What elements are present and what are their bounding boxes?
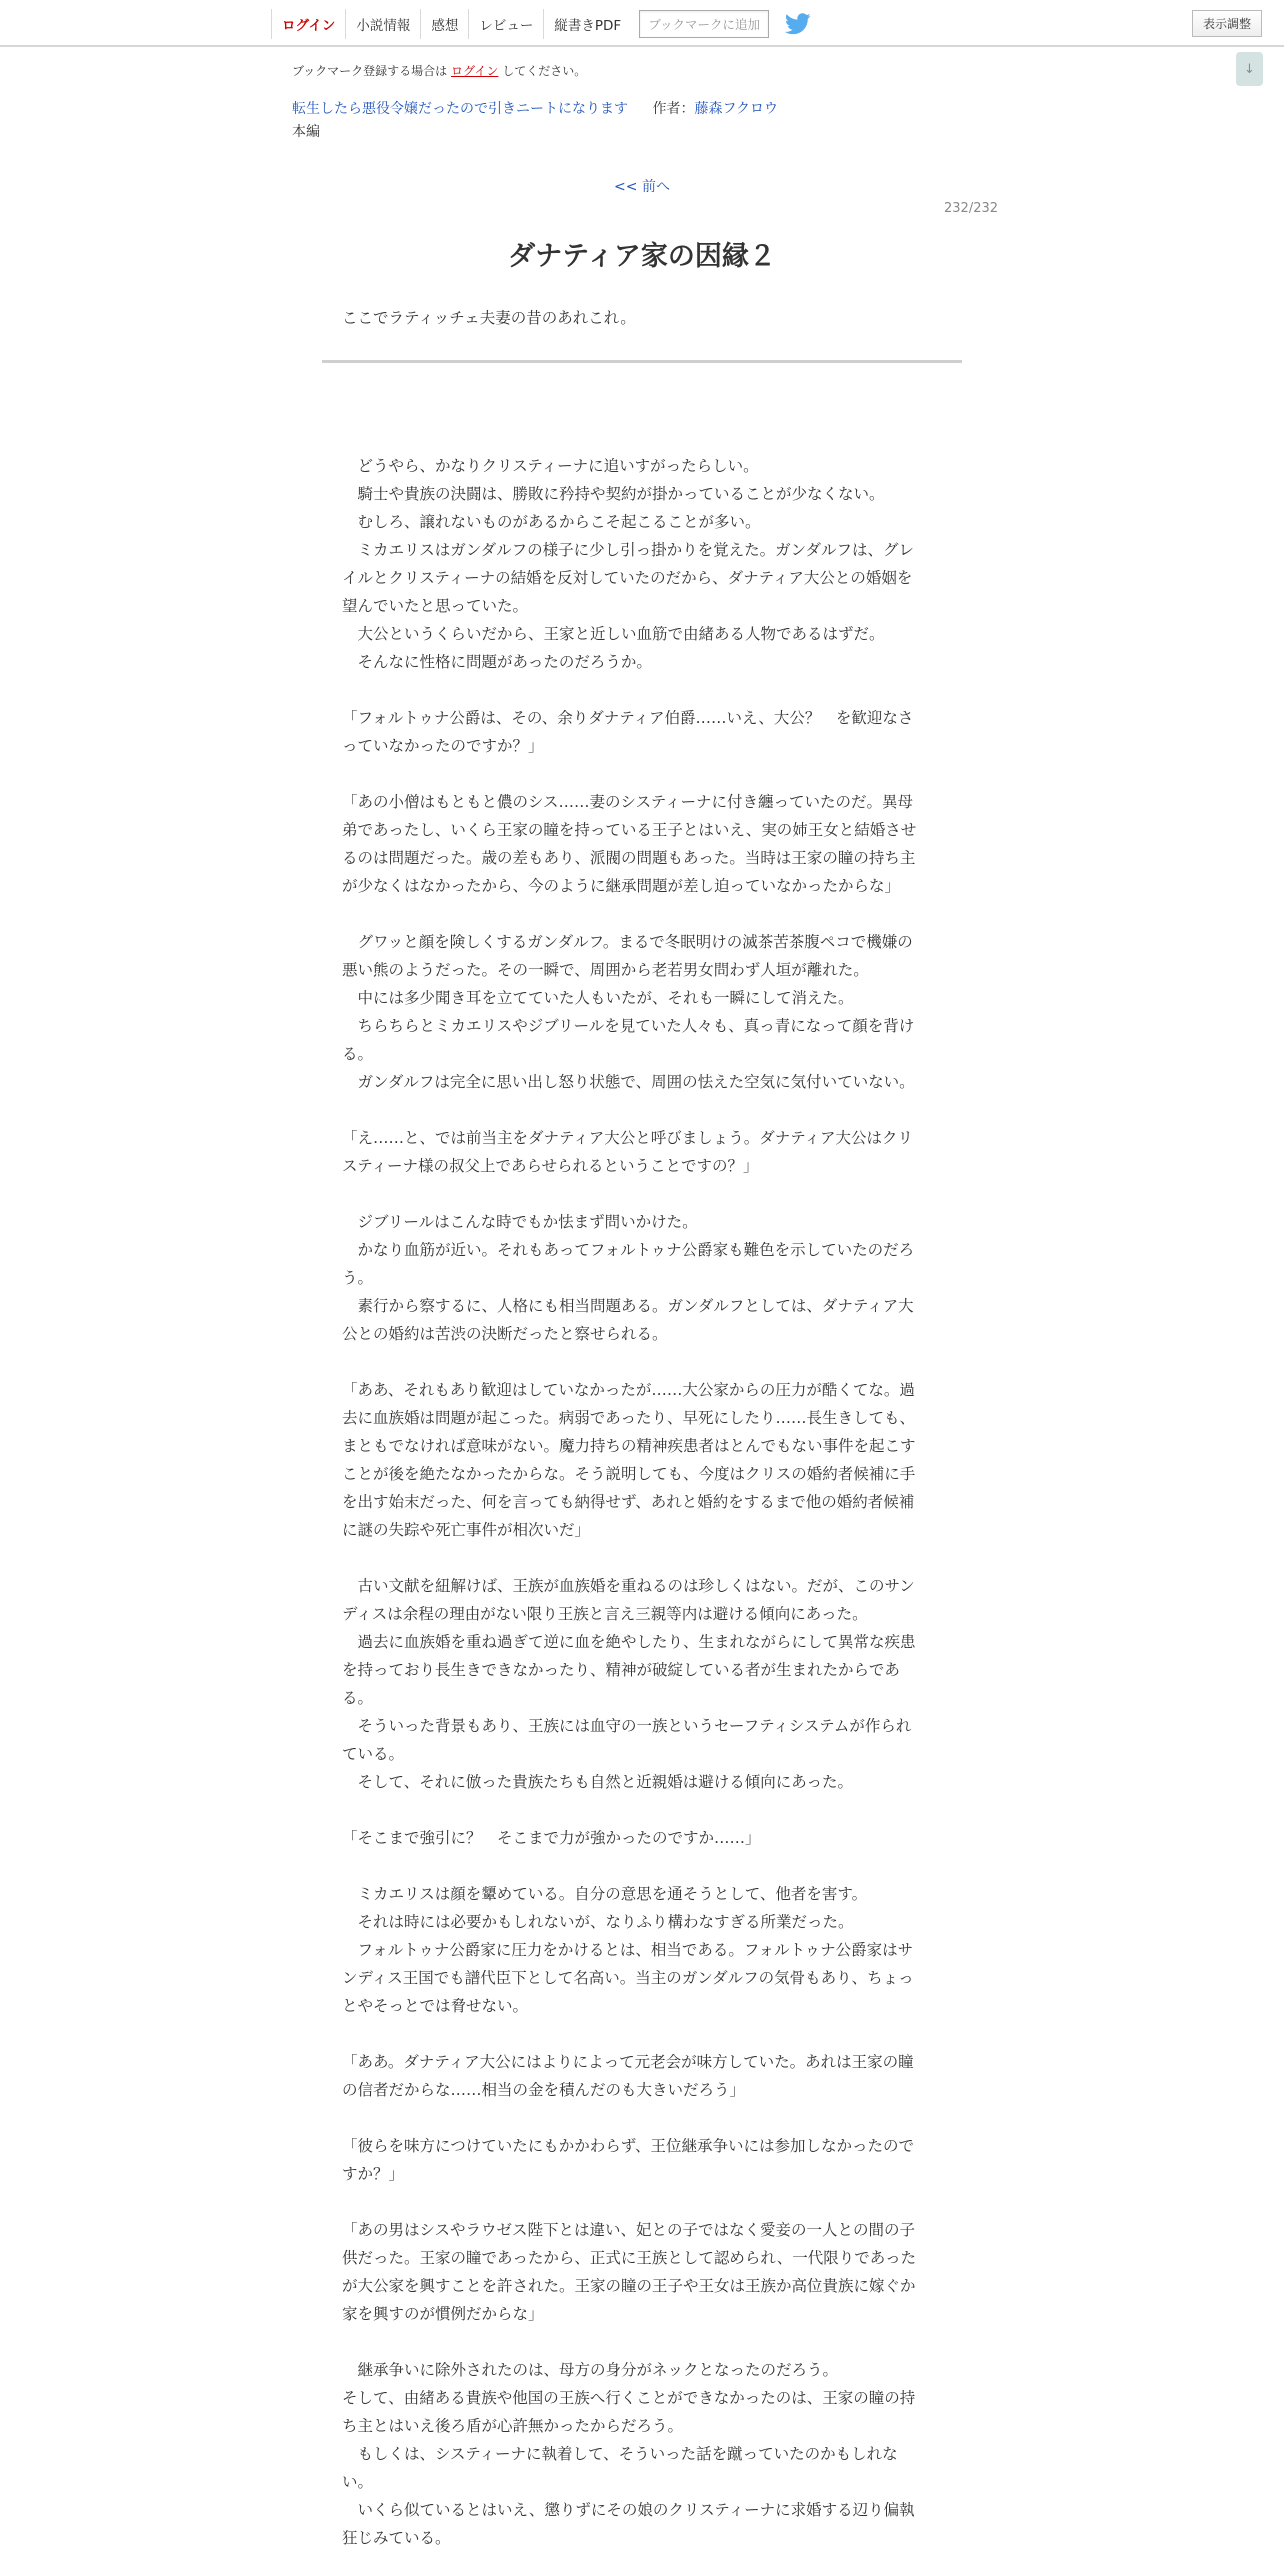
scroll-down-button[interactable]: ↓: [1236, 52, 1263, 86]
body-line: が少なくはなかったから、今のように継承問題が差し迫っていなかったからな」: [342, 877, 901, 895]
body-line: [342, 1096, 942, 1124]
body-line: っていなかったのですか？」: [342, 737, 544, 755]
prev-link-text[interactable]: << 前へ: [614, 179, 670, 195]
body-line: そういった背景もあり、王族には血守の一族というセーフティシステムが作られ: [342, 1717, 912, 1735]
body-line: ンディス王国でも譜代臣下として名高い。当主のガンダルフの気骨もあり、ちょっ: [342, 1969, 914, 1987]
login-note: [292, 62, 586, 79]
body-line: ディスは余程の理由がない限り王族と言え三親等内は避ける傾向にあった。: [342, 1605, 868, 1623]
body-line: を出す始末だった、何を言っても納得せず、あれと婚約をするまで他の婚約者候補: [342, 1493, 915, 1511]
author-label: 作者：: [652, 101, 695, 117]
body-line: 古い文献を紐解けば、王族が血族婚を重ねるのは珍しくはない。だが、このサン: [342, 1577, 915, 1595]
body-line: [342, 1544, 942, 1572]
body-line: [342, 676, 942, 704]
body-line: 「フォルトゥナ公爵は、その、余りダナティア伯爵……いえ、大公？ を歓迎なさ: [342, 709, 914, 727]
body-line: ている。: [342, 1745, 405, 1763]
body-line: る。: [342, 1689, 374, 1707]
body-line: 去に血族婚は問題が起こった。病弱であったり、早死にしたり……長生きしても、: [342, 1409, 916, 1427]
login-note-prefix: ブックマーク登録する場合は: [292, 64, 448, 78]
body-line: 「そこまで強引に？ そこまで力が強かったのですか……」: [342, 1829, 761, 1847]
nav-novel-info[interactable]: 小説情報: [345, 9, 420, 39]
series-line: [292, 98, 778, 118]
twitter-bird-icon[interactable]: [785, 13, 811, 35]
body-line: もしくは、システィーナに執着して、そういった話を蹴っていたのかもしれな: [342, 2445, 898, 2463]
body-line: かなり血筋が近い。それもあってフォルトゥナ公爵家も難色を示していたのだろ: [342, 1241, 915, 1259]
body-line: 公との婚約は苦渋の決断だったと察せられる。: [342, 1325, 668, 1343]
body-line: 過去に血族婚を重ね過ぎて逆に血を絶やしたり、生まれながらにして異常な疾患: [342, 1633, 916, 1651]
add-bookmark-button[interactable]: ブックマークに追加: [639, 10, 769, 38]
chapter-body: [342, 452, 942, 2552]
body-line: ジブリールはこんな時でもか怯まず問いかけた。: [342, 1213, 698, 1231]
body-line: [342, 2104, 942, 2132]
body-line: とやそっとでは脅せない。: [342, 1997, 529, 2015]
body-line: むしろ、譲れないものがあるからこそ起こることが多い。: [342, 513, 761, 531]
body-line: 「ああ。ダナティア大公にはよりによって元老会が味方していた。あれは王家の瞳: [342, 2053, 914, 2071]
preface-divider: [322, 360, 962, 363]
body-line: 弟であったし、いくら王家の瞳を持っている王子とはいえ、実の姉王女と結婚させ: [342, 821, 917, 839]
section-label: 本編: [292, 124, 320, 140]
body-line: 素行から察するに、人格にも相当問題ある。ガンダルフとしては、ダナティア大: [342, 1297, 914, 1315]
body-line: まともでなければ意味がない。魔力持ちの精神疾患者はとんでもない事件を起こす: [342, 1437, 916, 1455]
body-line: ちらちらとミカエリスやジブリールを見ていた人々も、真っ青になって顔を背け: [342, 1017, 915, 1035]
body-line: が大公家を興すことを許された。王家の瞳の王子や王女は王族か高位貴族に嫁ぐか: [342, 2277, 916, 2295]
body-line: [342, 1348, 942, 1376]
body-line: 「彼らを味方につけていたにもかかわらず、王位継承争いには参加しなかったので: [342, 2137, 914, 2155]
body-line: イルとクリスティーナの結婚を反対していたのだから、ダナティア大公との婚姻を: [342, 569, 913, 587]
body-line: グワッと顔を険しくするガンダルフ。まるで冬眠明けの滅茶苦茶腹ペコで機嫌の: [342, 933, 913, 951]
body-line: い。: [342, 2473, 374, 2491]
login-note-suffix: してください。: [502, 64, 587, 78]
body-line: 「あの男はシスやラウゼス陛下とは違い、妃との子ではなく愛妾の一人との間の子: [342, 2221, 916, 2239]
chapter-title: ダナティア家の因縁２: [508, 241, 776, 272]
body-line: [342, 900, 942, 928]
body-line: ち主とはいえ後ろ盾が心許無かったからだろう。: [342, 2417, 684, 2435]
top-nav: [271, 8, 811, 40]
nav-login[interactable]: ログイン: [271, 9, 345, 39]
body-line: う。: [342, 1269, 374, 1287]
body-line: ガンダルフは完全に思い出し怒り状態で、周囲の怯えた空気に気付いていない。: [342, 1073, 915, 1091]
body-line: 供だった。王家の瞳であったから、正式に王族として認められ、一代限りであった: [342, 2249, 917, 2267]
chapter-preface: ここでラティッチェ夫妻の昔のあれこれ。: [342, 309, 636, 327]
body-line: すか？」: [342, 2165, 405, 2183]
body-line: [342, 760, 942, 788]
body-line: 「ああ、それもあり歓迎はしていなかったが……大公家からの圧力が酷くてな。過: [342, 1381, 915, 1399]
body-line: 「え……と、では前当主をダナティア大公と呼びましょう。ダナティア大公はクリ: [342, 1129, 914, 1147]
body-line: 狂じみている。: [342, 2529, 451, 2547]
body-line: [342, 1180, 942, 1208]
body-line: 「あの小僧はもともと儂のシス……妻のシスティーナに付き纏っていたのだ。異母: [342, 793, 914, 811]
body-line: 望んでいたと思っていた。: [342, 597, 529, 615]
body-line: 騎士や貴族の決闘は、勝敗に矜持や契約が掛かっていることが少なくない。: [342, 485, 885, 503]
body-line: に謎の失踪や死亡事件が相次いだ」: [342, 1521, 591, 1539]
body-line: そして、由緒ある貴族や他国の王族へ行くことができなかったのは、王家の瞳の持: [342, 2389, 916, 2407]
body-line: 中には多少聞き耳を立てていた人もいたが、それも一瞬にして消えた。: [342, 989, 854, 1007]
body-line: それは時には必要かもしれないが、なりふり構わなすぎる所業だった。: [342, 1913, 854, 1931]
body-line: ことが後を絶たなかったからな。そう説明しても、今度はクリスの婚約者候補に手: [342, 1465, 916, 1483]
body-line: [342, 1852, 942, 1880]
chapter-counter: 232/232: [944, 201, 999, 216]
body-line: どうやら、かなりクリスティーナに追いすがったらしい。: [342, 457, 759, 475]
body-line: ミカエリスはガンダルフの様子に少し引っ掛かりを覚えた。ガンダルフは、グレ: [342, 541, 914, 559]
author-link[interactable]: 藤森フクロウ: [694, 101, 779, 117]
body-line: ミカエリスは顔を顰めている。自分の意思を通そうとして、他者を害す。: [342, 1885, 868, 1903]
body-line: そんなに性格に問題があったのだろうか。: [342, 653, 652, 671]
nav-vertical-pdf[interactable]: 縦書きPDF: [543, 9, 631, 39]
top-bar: [0, 0, 1284, 47]
body-line: [342, 2188, 942, 2216]
body-line: フォルトゥナ公爵家に圧力をかけるとは、相当である。フォルトゥナ公爵家はサ: [342, 1941, 914, 1959]
body-line: の信者だからな……相当の金を積んだのも大きいだろう」: [342, 2081, 746, 2099]
login-note-link[interactable]: ログイン: [451, 64, 499, 78]
novel-title-link[interactable]: 転生したら悪役令嬢だったので引きニートになります: [292, 101, 628, 117]
body-line: を持っており長生きできなかったり、精神が破綻している者が生まれたからであ: [342, 1661, 900, 1679]
body-line: そして、それに倣った貴族たちも自然と近親婚は避ける傾向にあった。: [342, 1773, 854, 1791]
body-line: いくら似ているとはいえ、懲りずにその娘のクリスティーナに求婚する辺り偏執: [342, 2501, 915, 2519]
display-settings-button[interactable]: 表示調整: [1192, 10, 1262, 37]
body-line: [342, 2328, 942, 2356]
body-line: る。: [342, 1045, 374, 1063]
body-line: 大公というくらいだから、王家と近しい血筋で由緒ある人物であるはずだ。: [342, 625, 885, 643]
nav-impressions[interactable]: 感想: [420, 9, 468, 39]
body-line: 悪い熊のようだった。その一瞬で、周囲から老若男女問わず人垣が離れた。: [342, 961, 869, 979]
nav-review[interactable]: レビュー: [468, 9, 543, 39]
body-line: 継承争いに除外されたのは、母方の身分がネックとなったのだろう。: [342, 2361, 839, 2379]
body-line: [342, 1796, 942, 1824]
body-line: スティーナ様の叔父上であらせられるということですの？」: [342, 1157, 759, 1175]
prev-page-link: [0, 176, 1284, 196]
body-line: [342, 2020, 942, 2048]
body-line: 家を興すのが慣例だからな」: [342, 2305, 544, 2323]
body-line: るのは問題だった。歳の差もあり、派閥の問題もあった。当時は王家の瞳の持ち主: [342, 849, 916, 867]
